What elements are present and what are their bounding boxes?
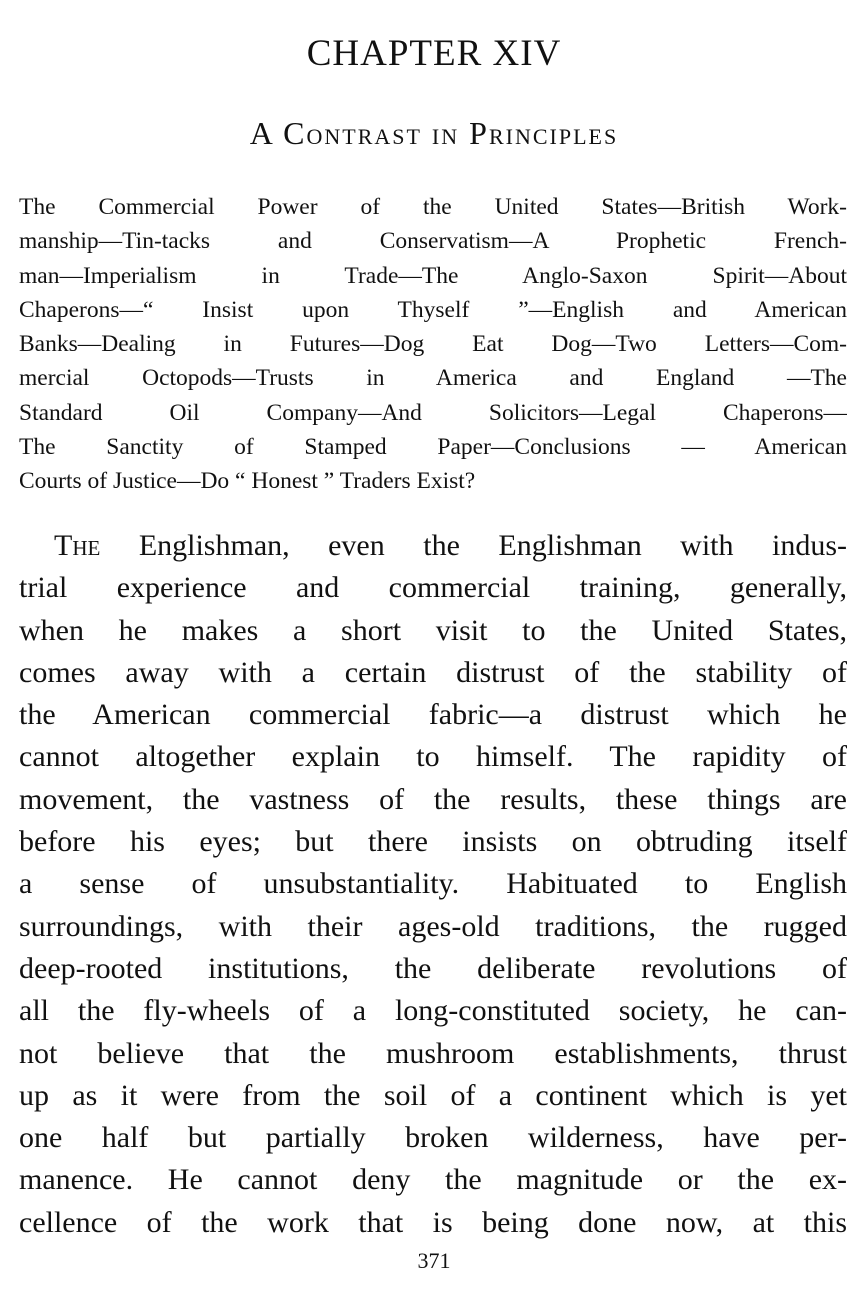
body-line: comes away with a certain distrust of the stability of	[19, 655, 847, 689]
body-line: manence. He cannot deny the magnitude or the ex-	[19, 1163, 847, 1197]
synopsis-line: Banks—Dealing in Futures—Dog Eat Dog—Two Letters—Com-	[19, 331, 847, 358]
body-line: not believe that the mushroom establishments, thrust	[19, 1036, 847, 1070]
chapter-synopsis	[19, 190, 847, 499]
synopsis-line: The Sanctity of Stamped Paper—Conclusions — American	[19, 434, 847, 461]
synopsis-line: man—Imperialism in Trade—The Anglo-Saxon Spirit—About	[19, 262, 847, 289]
body-line: up as it were from the soil of a continent which is yet	[19, 1078, 847, 1112]
synopsis-line: Courts of Justice—Do “ Honest ” Traders Exist?	[19, 468, 476, 495]
body-line: trial experience and commercial training, generally,	[19, 571, 847, 605]
body-line: one half but partially broken wilderness, have per-	[19, 1121, 847, 1155]
body-line	[19, 525, 847, 567]
chapter-heading: CHAPTER XIV	[306, 33, 562, 74]
synopsis-line: manship—Tin-tacks and Conservatism—A Prophetic French-	[19, 228, 847, 255]
body-line: before his eyes; but there insists on obtruding itself	[19, 825, 847, 859]
synopsis-line: The Commercial Power of the United States—British Work-	[19, 194, 847, 220]
synopsis-line: Standard Oil Company—And Solicitors—Legal Chaperons—	[19, 399, 847, 426]
synopsis-line: mercial Octopods—Trusts in America and England —The	[19, 365, 847, 392]
synopsis-line: Chaperons—“ Insist upon Thyself ”—English and American	[19, 296, 847, 323]
body-line: cannot altogether explain to himself. The rapidity of	[19, 740, 847, 774]
body-line: a sense of unsubstantiality. Habituated to English	[19, 867, 847, 901]
body-line: surroundings, with their ages-old traditions, the rugged	[19, 909, 847, 943]
body-line: all the fly-wheels of a long-constituted society, he can-	[19, 994, 847, 1028]
body-line: deep-rooted institutions, the deliberate revolutions of	[19, 951, 847, 985]
drop-word: The	[54, 529, 101, 562]
chapter-subtitle: A Contrast in Principles	[249, 115, 619, 151]
body-line-text: Englishman, even the Englishman with indus-	[100, 529, 847, 562]
body-line: cellence of the work that is being done now, at this	[19, 1205, 847, 1239]
body-paragraph	[19, 525, 847, 1244]
body-line: movement, the vastness of the results, these things are	[19, 782, 847, 816]
page-number: 371	[417, 1248, 451, 1273]
body-line: when he makes a short visit to the United States,	[19, 613, 847, 647]
body-line: the American commercial fabric—a distrust which he	[19, 698, 847, 732]
